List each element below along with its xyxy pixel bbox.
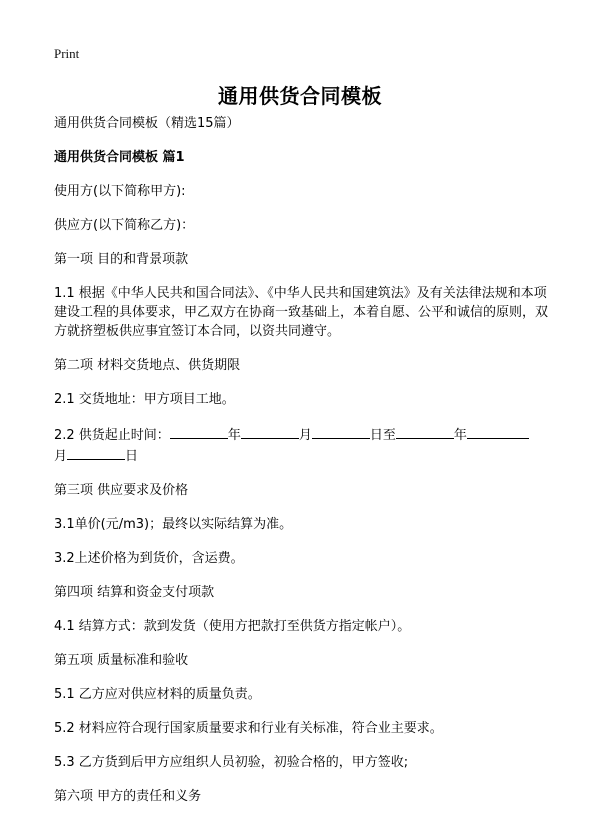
document-body	[54, 114, 548, 821]
item5-title: 第五项 质量标准和验收	[54, 653, 189, 668]
start-year-label: 年	[227, 428, 241, 443]
start-month-blank	[241, 424, 299, 439]
section-heading: 通用供货合同模板 篇1	[54, 150, 185, 165]
item1-1-paragraph: 1.1 根据《中华人民共和国合同法》、《中华人民共和国建筑法》及有关法律法规和本项建设工程的具体要求，甲乙双方在协商一致基础上，本着自愿、公平和诚信的原则，双方就挤塑板供应事宜签订本合同，以资共同遵守。	[54, 286, 549, 339]
end-month-blank-trailing	[467, 424, 529, 439]
item5-1-paragraph: 5.1 乙方应对供应材料的质量负责。	[54, 687, 261, 702]
print-link[interactable]: Print	[54, 46, 80, 61]
item3-1-paragraph: 3.1单价(元/m3)；最终以实际结算为准。	[54, 517, 293, 532]
end-year-label: 年	[453, 428, 467, 443]
page-title: 通用供货合同模板	[218, 84, 382, 108]
end-day-label: 日	[125, 449, 139, 464]
item2-title: 第二项 材料交货地点、供货期限	[54, 358, 241, 373]
item6-title: 第六项 甲方的责任和义务	[54, 789, 202, 804]
party-b-line: 供应方(以下简称乙方)：	[54, 218, 195, 233]
start-month-label: 月	[298, 428, 312, 443]
party-a-line: 使用方(以下简称甲方):	[54, 184, 186, 199]
start-day-to-label: 日至	[369, 428, 396, 443]
end-month-label: 月	[54, 449, 68, 464]
item1-title: 第一项 目的和背景项款	[54, 252, 189, 267]
document-subtitle: 通用供货合同模板（精选15篇）	[54, 116, 240, 131]
item3-2-paragraph: 3.2上述价格为到货价，含运费。	[54, 551, 244, 566]
item2-1-paragraph: 2.1 交货地址：甲方项目工地。	[54, 392, 235, 407]
end-day-blank	[67, 445, 125, 460]
item5-2-paragraph: 5.2 材料应符合现行国家质量要求和行业有关标准，符合业主要求。	[54, 721, 443, 736]
supply-period-label: 2.2 供货起止时间：	[54, 428, 170, 443]
end-year-blank	[396, 424, 454, 439]
start-year-blank	[170, 424, 228, 439]
item2-2-paragraph	[54, 424, 548, 466]
start-day-blank	[312, 424, 370, 439]
item3-title: 第三项 供应要求及价格	[54, 483, 189, 498]
item4-title: 第四项 结算和资金支付项款	[54, 585, 215, 600]
item5-3-paragraph: 5.3 乙方货到后甲方应组织人员初验，初验合格的，甲方签收;	[54, 755, 409, 770]
item4-1-paragraph: 4.1 结算方式：款到发货（使用方把款打至供货方指定帐户）。	[54, 619, 411, 634]
